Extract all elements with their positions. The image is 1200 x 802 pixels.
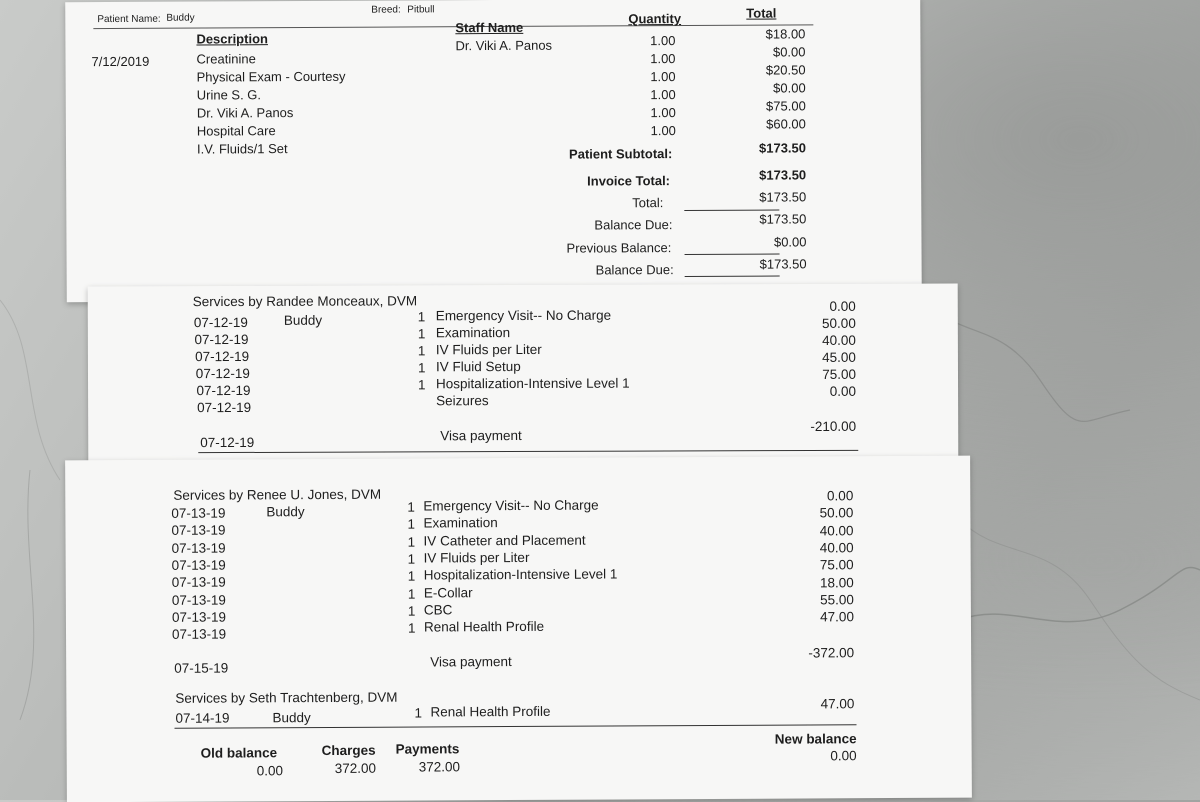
row-qty: 1: [417, 360, 426, 376]
row-qty: 1: [407, 551, 416, 567]
invoice-sheet: [65, 0, 922, 302]
row-amount: 50.00: [821, 315, 856, 331]
row-amount: 40.00: [822, 332, 856, 348]
services-by: Services by Renee U. Jones, DVM: [173, 486, 382, 503]
row-date: 07-12-19: [193, 314, 248, 331]
description-header: Description: [196, 31, 268, 47]
summary-label: Invoice Total:: [587, 173, 671, 189]
breed-label: Breed:: [371, 4, 401, 16]
item-description: Urine S. G.: [196, 87, 262, 103]
item-quantity: 1.00: [650, 87, 676, 103]
row-date: 07-13-19: [171, 574, 226, 591]
row-description: Examination: [435, 325, 511, 341]
row-amount: 18.00: [819, 574, 854, 590]
row-description: CBC: [423, 602, 453, 618]
patient-name-label: Patient Name:: [97, 13, 161, 26]
row-amount: 45.00: [822, 349, 856, 365]
row-description: E-Collar: [423, 584, 473, 600]
row-qty: 1: [407, 568, 416, 584]
item-quantity: 1.00: [650, 51, 676, 67]
row-description: IV Fluids per Liter: [435, 341, 542, 358]
item-total: $18.00: [765, 26, 806, 42]
row-date: 07-13-19: [171, 557, 226, 573]
total-header: Total: [746, 5, 777, 21]
payment-amount: -372.00: [808, 645, 855, 661]
summary-value: $173.50: [759, 256, 807, 272]
row-qty: 1: [414, 705, 422, 721]
row-description: Emergency Visit-- No Charge: [435, 307, 612, 324]
row-qty: 1: [417, 343, 426, 359]
row-description: Hospitalization-Intensive Level 1: [436, 375, 630, 392]
payments-value: 372.00: [418, 759, 461, 775]
row-description: Examination: [423, 515, 498, 531]
row-description: IV Fluids per Liter: [423, 549, 530, 566]
row-description: Emergency Visit-- No Charge: [423, 497, 599, 514]
row-amount: 47.00: [820, 609, 854, 625]
charges-value: 372.00: [334, 760, 377, 776]
item-total: $20.50: [765, 62, 806, 78]
statement-sheet-1: [88, 283, 959, 466]
payments-label: Payments: [395, 741, 460, 757]
row-date: 07-13-19: [171, 540, 226, 556]
row-amount: 0.00: [829, 298, 856, 314]
row-date: 07-14-19: [175, 710, 230, 726]
new-balance-label: New balance: [774, 731, 857, 747]
row-date: 07-13-19: [171, 505, 226, 521]
services-by-2: Services by Seth Trachtenberg, DVM: [175, 689, 398, 706]
services-by: Services by Randee Monceaux, DVM: [192, 293, 418, 310]
payment-description: Visa payment: [430, 654, 512, 670]
item-description: I.V. Fluids/1 Set: [196, 141, 288, 157]
staff-name: Dr. Viki A. Panos: [455, 37, 553, 54]
summary-rule: [685, 276, 780, 277]
row-qty: 1: [417, 326, 426, 342]
row-date: 07-12-19: [195, 365, 250, 382]
row-qty: 1: [407, 499, 415, 515]
item-quantity: 1.00: [650, 33, 676, 49]
row-date: 07-12-19: [195, 348, 250, 365]
row-amount: 40.00: [819, 540, 854, 556]
payment-description: Visa payment: [440, 428, 522, 444]
item-quantity: 1.00: [650, 123, 676, 139]
row-description: Renal Health Profile: [430, 703, 551, 720]
charges-label: Charges: [321, 742, 376, 759]
patient-name: Buddy: [166, 12, 195, 24]
row-amount: 0.00: [829, 383, 857, 399]
item-quantity: 1.00: [650, 105, 676, 121]
summary-label: Previous Balance:: [566, 240, 672, 256]
row-amount: 75.00: [822, 366, 857, 382]
summary-value: $173.50: [758, 140, 807, 156]
item-description: Hospital Care: [196, 123, 276, 139]
item-description: Dr. Viki A. Panos: [196, 105, 294, 121]
summary-value: $173.50: [759, 189, 807, 205]
quantity-header: Quantity: [628, 11, 682, 27]
row-amount: 0.00: [826, 488, 854, 504]
row-date: 07-13-19: [171, 522, 226, 539]
row-amount: 50.00: [819, 505, 854, 521]
summary-value: $173.50: [759, 211, 807, 227]
row-date: 07-12-19: [197, 399, 252, 416]
row-qty: 1: [407, 516, 416, 532]
row-amount: 75.00: [819, 557, 854, 573]
row-description: IV Catheter and Placement: [423, 532, 586, 549]
summary-label: Patient Subtotal:: [568, 146, 673, 162]
old-balance-label: Old balance: [200, 745, 278, 761]
item-quantity: 1.00: [650, 69, 676, 85]
new-balance-value: 0.00: [830, 748, 857, 764]
invoice-date: 7/12/2019: [91, 53, 150, 70]
payment-date: 07-15-19: [174, 660, 229, 676]
patient-name: Buddy: [266, 504, 305, 520]
item-description: Creatinine: [196, 51, 256, 67]
summary-value: $0.00: [773, 234, 807, 250]
row-qty: 1: [407, 620, 416, 636]
summary-label: Balance Due:: [594, 217, 673, 233]
row-qty: 1: [417, 309, 426, 325]
row-description: IV Fluid Setup: [435, 359, 521, 375]
row-description: Renal Health Profile: [423, 618, 545, 635]
header-rule: [93, 24, 813, 29]
row-amount: 55.00: [820, 592, 854, 608]
row-date: 07-13-19: [171, 626, 227, 642]
row-amount: 40.00: [819, 522, 854, 539]
summary-rule: [685, 254, 780, 255]
row-patient: Buddy: [272, 710, 311, 726]
patient-name: Buddy: [283, 312, 323, 328]
row-qty: 1: [407, 534, 416, 550]
row-description: Seizures: [436, 393, 489, 409]
row-amount: 47.00: [820, 696, 855, 712]
item-total: $0.00: [772, 44, 806, 60]
breed-value: Pitbull: [407, 4, 435, 16]
old-balance-value: 0.00: [256, 763, 284, 779]
item-description: Physical Exam - Courtesy: [196, 68, 346, 85]
row-date: 07-12-19: [196, 382, 251, 399]
row-qty: 1: [407, 586, 416, 602]
payment-date: 07-12-19: [200, 434, 255, 451]
item-total: $75.00: [765, 98, 806, 114]
row-qty: 1: [407, 603, 416, 619]
summary-label: Balance Due:: [595, 262, 674, 278]
footer-rule: [198, 450, 858, 453]
row-date: 07-13-19: [171, 592, 226, 608]
row-qty: 1: [418, 377, 426, 393]
item-total: $60.00: [766, 116, 806, 132]
item-total: $0.00: [773, 80, 806, 96]
statement-sheet-2: [65, 456, 972, 802]
row-date: 07-13-19: [171, 609, 227, 625]
row-date: 07-12-19: [194, 331, 249, 348]
staff-header: Staff Name: [455, 19, 524, 36]
row-description: Hospitalization-Intensive Level 1: [423, 566, 618, 583]
payment-amount: -210.00: [810, 418, 857, 434]
summary-value: $173.50: [759, 167, 807, 183]
summary-label: Total:: [632, 195, 664, 211]
